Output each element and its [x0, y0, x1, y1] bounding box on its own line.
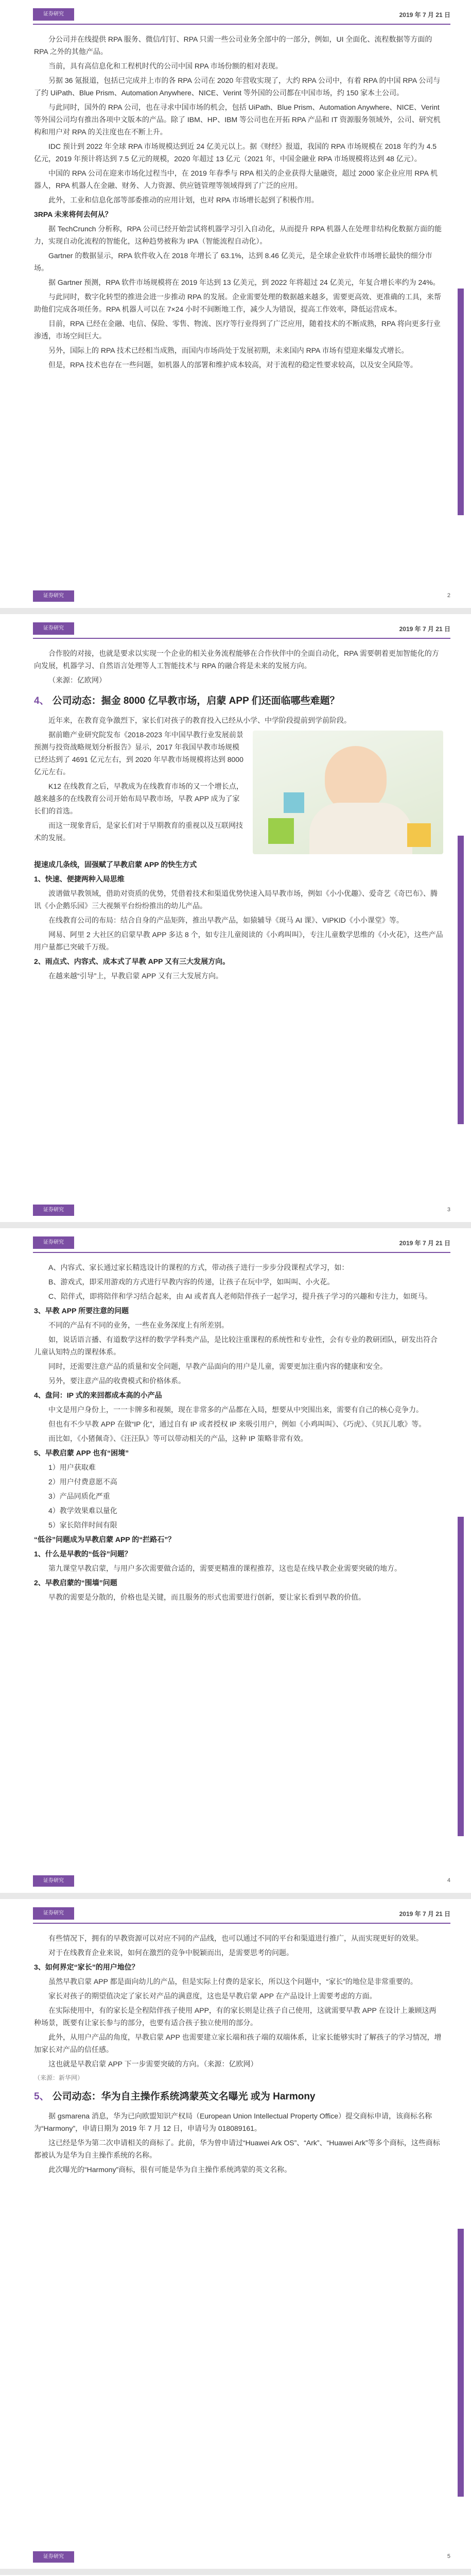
paragraph: 这也就是早教启蒙 APP 下一步需要突破的方向。（来源：亿欧网） — [48, 2060, 258, 2068]
footer-logo: 证券研究 — [33, 2551, 74, 2563]
list-item: 4）教学效果难以量化 — [48, 1506, 117, 1515]
list-item: 1）用户获取难 — [48, 1463, 96, 1471]
page-number: 5 — [447, 2553, 450, 2560]
footer-logo: 证券研究 — [33, 1205, 74, 1216]
paragraph: 当前，具有高信息化和工程机时代的公司中国 RPA 市场份额的相对表现。 — [48, 62, 283, 70]
paragraph: 中文是用户身份上，一一卡牌多和视频，现在非常多的产品都在入局，想要从中突围出来，需要有自己的核心竞争力。 — [48, 1405, 423, 1414]
paragraph: 但也有不少早教 APP 在做“IP 化”，通过自有 IP 或者授权 IP 来吸引用户，例如《小鸡叫叫》、《巧虎》、《贝瓦儿歌》等。 — [48, 1420, 426, 1428]
paragraph: 在越来越“引导”上，早教启蒙 APP 又有三大发展方向。 — [48, 972, 223, 980]
header-logo: 证券研究 — [33, 622, 74, 635]
list-heading: 1、什么是早教的“低谷”问题？ — [34, 1550, 132, 1558]
paragraph: 据 gsmarena 消息，华为已向欧盟知识产权局（European Union Intellectual Property Office）提交商标申请，该商标名称为“Harmony”，申请日期为 2019 年 7 月 12 日，申请号为 018089161。 — [34, 2112, 432, 2132]
header-date: 2019 年 7 月 21 日 — [399, 11, 450, 19]
footer-logo: 证券研究 — [33, 1875, 74, 1887]
article-heading — [34, 693, 443, 709]
list-item: 2）用户付费意愿不高 — [48, 1478, 117, 1486]
paragraph: 另外，国际上的 RPA 技术已经相当成熟，而国内市场尚处于发展初期，未来国内 RPA 市场有望迎来爆发式增长。 — [48, 346, 409, 354]
paragraph: 据 TechCrunch 分析称，RPA 公司已经开始尝试将机器学习引入自动化，从而提升 RPA 机器人在处理非结构化数据方面的能力，实现自动化流程的智能化，这种趋势被称为 IPA（智能流程自动化）。 — [34, 225, 442, 245]
paragraph: 家长对孩子的期望值决定了家长对产品的满意度，这也是早教启蒙 APP 在产品设计上需要考虑的方面。 — [48, 1992, 377, 2000]
paragraph: 在实际使用中，有的家长是全程陪伴孩子使用 APP，有的家长则是让孩子自己使用，这就需要早教 APP 在设计上兼顾这两种场景，既要有让家长参与的部分，也要有适合孩子独立使用的部分。 — [34, 2006, 437, 2027]
side-accent-bar — [458, 836, 464, 1124]
page-number: 3 — [447, 1207, 450, 1213]
list-item: 3）产品同质化严重 — [48, 1492, 110, 1500]
paragraph: 第九课堂早教启蒙，与用户多次需要做合适的，需要更精准的课程推荐，这也是在线早教企业需要突破的地方。 — [48, 1564, 402, 1572]
paragraph: 目前，RPA 已经在金融、电信、保险、零售、物流、医疗等行业得到了广泛应用，随着技术的不断成熟，RPA 将向更多行业渗透，市场空间巨大。 — [34, 319, 441, 340]
header-rule — [33, 24, 450, 25]
page-2 — [0, 614, 471, 1222]
header-date: 2019 年 7 月 21 日 — [399, 625, 450, 633]
paragraph: 但是，RPA 技术也存在一些问题，如机器人的部署和维护成本较高，对于流程的稳定性要求较高，以及安全风险等。 — [48, 361, 417, 369]
list-heading: 1、快速、便捷两种入局思维 — [34, 875, 125, 883]
source-note: （来源：新华网） — [34, 2074, 84, 2081]
header-date: 2019 年 7 月 21 日 — [399, 1240, 450, 1247]
page-header — [0, 1228, 471, 1259]
paragraph: 对于在线教育企业来说，如何在激烈的竞争中脱颖而出，是需要思考的问题。 — [48, 1948, 293, 1957]
page-header — [0, 1899, 471, 1930]
page-number: 2 — [447, 592, 450, 599]
paragraph: 此次曝光的“Harmony”商标，很有可能是华为自主操作系统鸿蒙的英文名称。 — [48, 2165, 292, 2174]
page-footer — [0, 2546, 471, 2569]
paragraph: Gartner 的数据显示，RPA 软件收入在 2018 年增长了 63.1%，达到 8.46 亿美元，是全球企业软件市场增长最快的细分市场。 — [34, 251, 432, 272]
page-footer — [0, 1199, 471, 1222]
paragraph: 此外，从用户产品的角度，早教启蒙 APP 也需要建立家长端和孩子端的双端体系，让家长能够实时了解孩子的学习情况，增加家长对产品的信任感。 — [34, 2033, 442, 2054]
paragraph: 而这一现象背后，是家长们对于早期教育的重视以及互联网技术的发展。 — [34, 821, 243, 842]
side-accent-bar — [458, 2229, 464, 2497]
paragraph: 有些情况下，拥有的早教资源可以对应不同的产品线，也可以通过不同的平台和渠道进行推广，从而实现更好的效果。 — [48, 1934, 423, 1942]
subheading: 3、如何界定“家长”的用户地位？ — [34, 1963, 139, 1971]
paragraph: 据前瞻产业研究院发布《2018-2023 年中国早教行业发展前景预测与投资战略规划分析报告》显示，2017 年我国早教市场规模已经达到了 4691 亿元左右，到 2020 年早教市场规模将达到 8000 亿元左右。 — [34, 731, 243, 776]
header-date: 2019 年 7 月 21 日 — [399, 1910, 450, 1918]
paragraph: 如，说话语言播、有道数学这样的数学学科类产品，是比较注重课程的系统性和专业性，会有专业的教研团队，研发出符合儿童认知特点的课程体系。 — [34, 1335, 438, 1356]
paragraph: 波谱做早教领域，借助对资质的优势，凭借着技术和渠道优势快速入局早教市场，例如《小小优趣》、爱奇艺《奇巴布》、腾讯《小企鹅乐园》三大视频平台纷纷推出的幼儿产品。 — [34, 889, 438, 910]
paragraph: 早教的需要是分散的，价格也是关键，而且服务的形式也需要进行创新，要让家长看到早教的价值。 — [48, 1593, 365, 1601]
paragraph: 与此同时，国外的 RPA 公司，也在寻求中国市场的机会，包括 UiPath、Blue Prism、Automation Anywhere、NICE、Verint 等外国公司均有推出各项中文版本的产品。除了 IBM、HP、IBM 等公司也在开拓 RPA 产品和 IT 资源服务领域外，公司、研究机构和用户对 RPA 的关注度也在不断上升。 — [34, 103, 441, 136]
page-body — [34, 1261, 443, 1605]
paragraph: 据 Gartner 预测，RPA 软件市场规模将在 2019 年达到 13 亿美元，到 2022 年将超过 24 亿美元，年复合增长率约为 24%。 — [48, 278, 440, 286]
paragraph: 与此同时，数字化转型的推进会进一步推动 RPA 的发展。企业需要处理的数据越来越多，需要更高效、更准确的工具，来帮助他们完成各项任务。RPA 机器人可以在 7×24 小时不间断地工作，减少人为错误，提高工作效率，降低运营成本。 — [34, 293, 441, 313]
page-body — [34, 33, 443, 373]
paragraph: 不同的产品有不同的业务，一些在业务深度上有所差别。 — [48, 1321, 229, 1329]
paragraph: 合作胶的对接，也就是要求以实现一个企业的相关业务流程能够在合作伙伴中的全面自动化，RPA 需要朝着更加智能化的方向发展，机器学习、自然语言处理等人工智能技术与 RPA 的融合将是未来的发展方向。 — [34, 649, 439, 670]
subheading: 5、早教启蒙 APP 也有“困境” — [34, 1449, 129, 1457]
baby-with-blocks-photo — [253, 731, 443, 854]
paragraph: 这已经是华为第二次申请相关的商标了。此前，华为曾申请过“Huawei Ark OS”、“Ark”、“Huawei Ark”等多个商标，这些商标都被认为是华为自主操作系统的名称。 — [34, 2139, 440, 2159]
page-header — [0, 614, 471, 645]
page-footer — [0, 1870, 471, 1893]
list-heading: 2、雨点式、内容式、成本式了早教 APP 又有三大发展方向。 — [34, 957, 230, 965]
side-accent-bar — [458, 1517, 464, 1836]
paragraph: 另外，要注意产品的收费模式和价格体系。 — [48, 1377, 185, 1385]
paragraph: 此外，工业和信息化部等部委推动的应用计划，也对 RPA 市场增长起到了积极作用。 — [48, 196, 319, 204]
subheading: 3RPA 未来将何去何从？ — [34, 210, 112, 218]
page-footer — [0, 585, 471, 608]
article-heading — [34, 2089, 443, 2105]
header-rule — [33, 1923, 450, 1924]
paragraph: 网易、阿里 2 大社区的启蒙早教 APP 多达 8 个，如专注儿童阅读的《小鸡叫叫》，专注儿童数学思维的《小火花》，这些产品用户量都已突破千万级。 — [34, 930, 443, 951]
paragraph: 而比如，《小猪佩奇》、《汪汪队》等可以带动相关的产品，这种 IP 策略非常有效。 — [48, 1434, 308, 1443]
paragraph: IDC 预计到 2022 年全球 RPA 市场规模达到近 24 亿美元以上。据《财经》报道，我国的 RPA 市场规模在 2018 年约为 4.5 亿元，2019 年预计将达到 7.5 亿元的规模，2020 年超过 13 亿元（2021 年，中国金融业 RPA 市场规模将达到 48 亿元）。 — [34, 142, 437, 163]
page-body — [34, 647, 443, 984]
subheading: “低谷”问题成为早教启蒙 APP 的“拦路石”？ — [34, 1535, 176, 1544]
paragraph: 在线教育公司的布局：结合自身的产品矩阵，推出早教产品，如猿辅导《斑马 AI 课》、VIPKID《小小课堂》等。 — [48, 916, 404, 924]
subheading: 3、早教 APP 所要注意的问题 — [34, 1307, 129, 1315]
page-body — [34, 1932, 443, 2178]
heading-text: 公司动态：掘金 8000 亿早教市场，启蒙 APP 们还面临哪些难题？ — [52, 696, 340, 706]
page-4 — [0, 1899, 471, 2569]
paragraph: A、内容式、家长通过家长精选设计的课程的方式，带动孩子进行一步步分段课程式学习，如： — [48, 1263, 349, 1272]
page-3 — [0, 1228, 471, 1893]
subheading: 4、盘问：IP 式的来回都成本高的小产品 — [34, 1391, 162, 1399]
paragraph: 另据 36 氪报道，包括已完成并上市的各 RPA 公司在 2020 年营收实现了，大约 RPA 公司中，有着 RPA 的中国 RPA 公司与了约 UiPath、Blue Prism、Automation Anywhere、NICE、Verint 等外国的公司都在中国市场，约 150 家本土公司。 — [34, 76, 441, 97]
header-rule — [33, 1252, 450, 1253]
paragraph: K12 在线教育之后，早教成为在线教育市场的又一个增长点，越来越多的在线教育公司开始布局早教市场，早教 APP 成为了家长们的首选。 — [34, 782, 243, 815]
heading-text: 公司动态：华为自主操作系统鸿蒙英文名曝光 或为 Harmony — [52, 2091, 316, 2102]
paragraph: 分公司并在线提供 RPA 服务、微信/钉钉、RPA 只需一些公司业务全部中的一部分，例如，UI 全面化、流程数据等方面的 RPA 之外的其他产品。 — [34, 35, 432, 56]
heading-number: 4、 — [34, 696, 49, 706]
subheading: 提速成几条线，固强赋了早教启蒙 APP 的快生方式 — [34, 860, 197, 869]
heading-number: 5、 — [34, 2091, 49, 2102]
paragraph: 同时，还需要注意产品的质量和安全问题，早教产品面向的用户是儿童，需要更加注重内容的健康和安全。 — [48, 1362, 387, 1370]
page-1 — [0, 0, 471, 608]
header-rule — [33, 638, 450, 639]
paragraph: 近年来，在教育竞争激烈下，家长们对孩子的教育投入已经从小学、中学阶段提前到学前阶段。 — [48, 716, 351, 724]
list-heading: 2、早教启蒙的“围墙”问题 — [34, 1579, 117, 1587]
side-accent-bar — [458, 289, 464, 515]
header-logo: 证券研究 — [33, 1236, 74, 1249]
paragraph: B、游戏式，即采用游戏的方式进行早教内容的传递，让孩子在玩中学，如叫叫、小火花。 — [48, 1278, 335, 1286]
header-logo: 证券研究 — [33, 8, 74, 21]
page-header — [0, 0, 471, 31]
footer-logo: 证券研究 — [33, 590, 74, 602]
page-number: 4 — [447, 1877, 450, 1884]
source-note: （来源：亿欧网） — [48, 676, 106, 684]
paragraph: 中国的 RPA 公司在迎来市场化过程当中，在 2019 年春季与 RPA 相关的企业获得大量融资，超过 2000 家企业应用 RPA 机器人，RPA 机器人在金融、财务、人力资源、供应链管理等领域得到了广泛的应用。 — [34, 169, 438, 190]
paragraph: C、陪伴式，即将陪伴和学习结合起来，由 AI 或者真人老师陪伴孩子一起学习，提升孩子学习的兴趣和专注力，如斑马。 — [48, 1292, 432, 1300]
header-logo: 证券研究 — [33, 1907, 74, 1920]
list-item: 5）家长陪伴时间有限 — [48, 1521, 117, 1529]
paragraph: 虽然早教启蒙 APP 都是面向幼儿的产品，但是实际上付费的是家长，所以这个问题中，“家长”的地位是非常重要的。 — [48, 1977, 417, 1986]
